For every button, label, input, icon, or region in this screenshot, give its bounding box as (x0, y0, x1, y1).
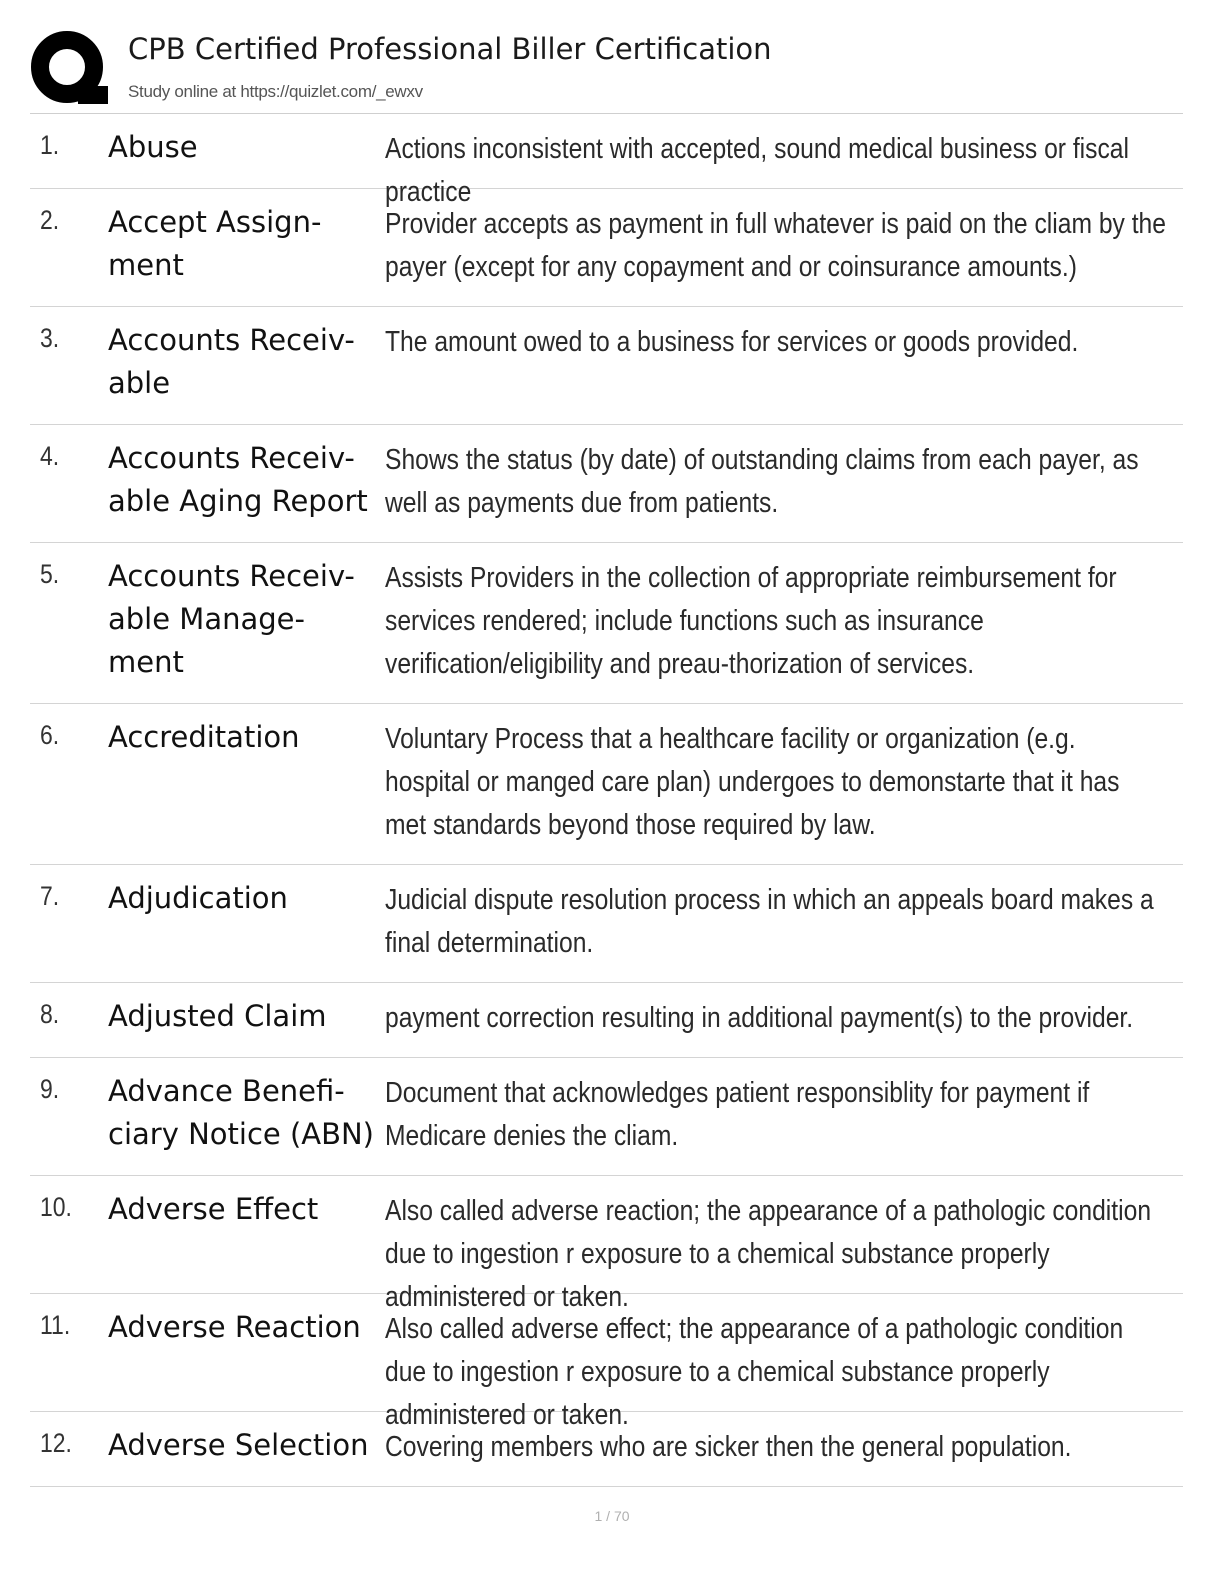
term-definition: Also called adverse reaction; the appearance of a pathologic condition due to ingestion r exposure to a chemical substance properly administered or taken. (385, 1195, 1152, 1313)
term-definition: Also called adverse effect; the appearance of a pathologic condition due to ingestion r exposure to a chemical substance properly administered or taken. (385, 1313, 1124, 1431)
term-name: Adverse Reaction (108, 1310, 361, 1344)
term-number: 2. (40, 205, 60, 235)
term-number: 11. (40, 1310, 71, 1340)
term-row (30, 704, 1183, 865)
study-online-link[interactable]: Study online at https://quizlet.com/_ewxv (128, 82, 423, 101)
term-number: 4. (40, 441, 60, 471)
term-definition: Document that acknowledges patient responsiblity for payment if Medicare denies the cliam. (385, 1077, 1090, 1152)
term-row (30, 543, 1183, 704)
term-row (30, 307, 1183, 425)
term-number: 10. (40, 1192, 72, 1222)
term-list (30, 114, 1183, 1487)
term-row (30, 189, 1183, 307)
term-name: Adverse Selection (108, 1428, 369, 1462)
term-name: Adjusted Claim (108, 999, 327, 1033)
term-name: Accounts Receiv- able Manage- ment (108, 559, 355, 679)
term-definition: The amount owed to a business for services or goods provided. (385, 326, 1079, 358)
term-name: Accept Assign- ment (108, 205, 322, 282)
term-row (30, 983, 1183, 1058)
page-number: 1 / 70 (594, 1508, 630, 1524)
term-number: 8. (40, 999, 60, 1029)
term-name: Accounts Receiv- able Aging Report (108, 441, 368, 518)
term-definition: Judicial dispute resolution process in which an appeals board makes a final determination. (385, 884, 1154, 959)
term-definition: Assists Providers in the collection of appropriate reimbursement for services rendered; include functions such as insurance verification/eligibility and preau-thorization of services. (385, 562, 1117, 680)
term-row (30, 114, 1183, 208)
term-definition: Provider accepts as payment in full whatever is paid on the cliam by the payer (except for any copayment and or coinsurance amounts.) (385, 208, 1166, 283)
term-definition: payment correction resulting in additional payment(s) to the provider. (385, 1002, 1134, 1034)
term-name: Abuse (108, 130, 198, 164)
term-number: 9. (40, 1074, 60, 1104)
quizlet-logo-icon (30, 30, 110, 110)
term-name: Accounts Receiv- able (108, 323, 355, 400)
term-name: Advance Benefi- ciary Notice (ABN) (108, 1074, 374, 1151)
term-row (30, 1294, 1183, 1431)
term-row (30, 425, 1183, 543)
term-row (30, 865, 1183, 983)
term-number: 1. (40, 130, 60, 160)
term-number: 6. (40, 720, 60, 750)
term-row (30, 1058, 1183, 1176)
term-row (30, 1176, 1183, 1313)
page-title: CPB Certified Professional Biller Certification (128, 32, 772, 66)
term-definition: Covering members who are sicker then the general population. (385, 1431, 1072, 1463)
term-definition: Shows the status (by date) of outstanding claims from each payer, as well as payments due from patients. (385, 444, 1139, 519)
term-number: 5. (40, 559, 60, 589)
term-number: 3. (40, 323, 60, 353)
term-name: Accreditation (108, 720, 300, 754)
term-name: Adverse Effect (108, 1192, 319, 1226)
term-number: 7. (40, 881, 60, 911)
term-number: 12. (40, 1428, 72, 1458)
term-definition: Voluntary Process that a healthcare facility or organization (e.g. hospital or manged care plan) undergoes to demonstarte that it has met standards beyond those required by law. (385, 723, 1120, 841)
page-header (30, 28, 1190, 114)
term-definition: Actions inconsistent with accepted, sound medical business or fiscal practice (385, 133, 1130, 208)
term-row (30, 1412, 1183, 1487)
term-name: Adjudication (108, 881, 288, 915)
